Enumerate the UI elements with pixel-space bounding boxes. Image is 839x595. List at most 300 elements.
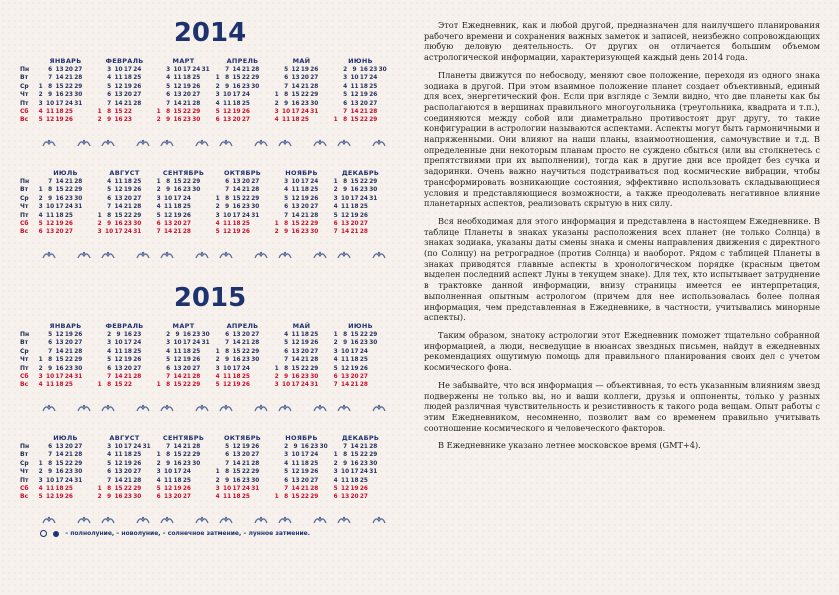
day-cell: 19 <box>232 229 241 236</box>
day-cell: 28 <box>133 204 142 211</box>
day-cell: 19 <box>173 485 182 492</box>
day-cell: 13 <box>114 365 123 372</box>
day-cell <box>95 100 104 108</box>
day-cell: 6 <box>166 365 171 372</box>
day-cell: 12 <box>291 195 300 202</box>
zodiac-sign-icon <box>160 403 174 413</box>
day-cell: 14 <box>232 187 241 194</box>
day-cell: 11 <box>114 179 123 185</box>
day-cell: 30 <box>251 83 260 90</box>
day-cell: 11 <box>223 220 232 227</box>
day-cell: 17 <box>350 348 359 355</box>
day-cell: 24 <box>241 485 250 492</box>
day-cell: 5 <box>284 67 289 73</box>
day-cell: 4 <box>215 100 220 107</box>
day-cell <box>83 477 92 485</box>
day-cell: 23 <box>64 469 73 476</box>
day-cell: 19 <box>300 469 309 476</box>
day-cell: 11 <box>46 212 55 219</box>
weekday-label: Чт <box>20 356 29 364</box>
day-cell: 13 <box>114 195 123 202</box>
day-cell: 27 <box>133 365 142 372</box>
day-cell: 26 <box>133 83 142 90</box>
month-block <box>213 168 272 256</box>
day-cell: 6 <box>284 348 289 355</box>
day-cell <box>310 116 319 124</box>
day-cell: 19 <box>123 83 132 90</box>
day-cell: 14 <box>341 229 350 236</box>
month-grid <box>95 443 154 502</box>
day-cell: 5 <box>107 83 112 90</box>
day-cell: 13 <box>341 494 350 501</box>
day-cell <box>378 493 387 501</box>
day-cell: 3 <box>343 75 348 82</box>
day-cell: 13 <box>173 92 182 99</box>
day-cell: 2 <box>215 477 220 484</box>
day-cell: 28 <box>192 100 201 107</box>
day-cell <box>378 365 387 373</box>
day-cell: 8 <box>284 494 289 501</box>
day-cell: 24 <box>182 469 191 476</box>
day-cell: 26 <box>359 212 368 219</box>
day-cell: 26 <box>310 67 319 73</box>
day-cell <box>83 74 92 82</box>
day-cell: 17 <box>291 108 300 115</box>
intro-text <box>424 20 820 580</box>
month-name: АВГУСТ <box>109 434 140 442</box>
day-cell <box>83 195 92 203</box>
zodiac-sign-icon <box>219 138 233 148</box>
day-cell <box>260 493 269 501</box>
day-cell <box>142 348 151 356</box>
zodiac-sign-icon <box>313 403 327 413</box>
day-cell: 16 <box>123 332 132 338</box>
day-cell: 10 <box>282 108 291 115</box>
day-cell <box>319 493 328 501</box>
day-cell: 25 <box>133 348 142 355</box>
day-cell: 16 <box>350 460 359 467</box>
day-cell: 26 <box>359 365 368 372</box>
day-cell: 25 <box>192 75 201 82</box>
day-cell: 7 <box>343 444 348 450</box>
day-cell <box>272 348 281 356</box>
month-name: ДЕКАБРЬ <box>341 169 380 177</box>
day-cell: 27 <box>310 75 319 82</box>
zodiac-sign-icon <box>136 403 150 413</box>
day-cell: 8 <box>284 220 289 227</box>
day-cell: 28 <box>369 108 378 115</box>
day-cell: 13 <box>232 452 241 459</box>
day-cell: 13 <box>55 67 64 73</box>
day-cell <box>142 100 151 108</box>
day-cell: 9 <box>48 195 53 202</box>
day-cell: 27 <box>192 92 201 99</box>
day-cell: 3 <box>166 340 171 347</box>
day-cell: 9 <box>107 220 112 227</box>
day-cell: 5 <box>166 357 171 364</box>
day-cell: 2 <box>215 204 220 211</box>
day-cell: 3 <box>274 382 279 389</box>
day-cell: 15 <box>232 469 241 476</box>
day-cell: 12 <box>46 494 55 501</box>
month-name: ЯНВАРЬ <box>49 57 82 65</box>
day-cell: 9 <box>48 365 53 372</box>
day-cell: 19 <box>64 332 73 338</box>
zodiac-sign-icon <box>337 250 351 260</box>
day-cell: 22 <box>359 179 368 185</box>
day-cell: 17 <box>350 195 359 202</box>
day-cell <box>83 212 92 220</box>
day-cell: 29 <box>192 179 201 185</box>
day-cell <box>251 381 260 389</box>
day-cell: 3 <box>38 204 43 211</box>
month-name: МАЙ <box>292 57 311 65</box>
day-cell: 11 <box>341 204 350 211</box>
day-cell: 23 <box>182 460 191 467</box>
day-cell <box>154 356 163 364</box>
day-cell: 29 <box>192 382 201 389</box>
day-cell: 18 <box>350 204 359 211</box>
day-cell: 22 <box>123 108 132 115</box>
day-cell: 22 <box>300 365 309 372</box>
day-cell: 24 <box>241 365 250 372</box>
month-grid <box>272 331 331 390</box>
day-cell: 4 <box>333 204 338 211</box>
day-cell <box>201 116 210 124</box>
day-cell <box>369 493 378 501</box>
day-cell: 30 <box>74 92 83 99</box>
month-name: ИЮЛЬ <box>53 434 78 442</box>
zodiac-sign-icon <box>337 403 351 413</box>
weekday-label: Вт <box>20 186 29 194</box>
day-cell <box>260 373 269 381</box>
day-cell: 22 <box>359 452 368 459</box>
day-cell: 25 <box>300 117 309 124</box>
day-cell: 24 <box>133 340 142 347</box>
month-grid <box>95 331 154 390</box>
day-cell <box>74 228 83 236</box>
day-cell: 2 <box>156 187 161 194</box>
day-cell <box>36 339 45 347</box>
day-cell: 20 <box>300 348 309 355</box>
weekday-labels <box>20 443 36 521</box>
day-cell: 26 <box>369 92 378 99</box>
day-cell: 12 <box>55 332 64 338</box>
day-cell <box>154 74 163 82</box>
month-name: ОКТЯБРЬ <box>223 169 262 177</box>
day-cell <box>378 460 387 468</box>
day-cell <box>378 220 387 228</box>
day-cell: 14 <box>291 485 300 492</box>
day-cell: 14 <box>232 67 241 73</box>
day-cell <box>83 228 92 236</box>
day-cell: 5 <box>38 117 43 124</box>
day-cell: 25 <box>192 348 201 355</box>
month-block <box>213 321 272 409</box>
day-cell: 14 <box>291 83 300 90</box>
day-cell: 21 <box>64 452 73 459</box>
day-cell: 18 <box>350 357 359 364</box>
day-cell <box>154 91 163 99</box>
day-cell <box>201 348 210 356</box>
day-cell: 27 <box>241 117 250 124</box>
day-cell: 10 <box>173 67 182 73</box>
day-cell: 26 <box>241 229 250 236</box>
day-cell: 29 <box>133 212 142 219</box>
day-cell: 10 <box>114 444 123 450</box>
day-cell: 7 <box>107 100 112 107</box>
day-cell: 14 <box>232 340 241 347</box>
day-cell: 12 <box>232 444 241 450</box>
day-cell <box>319 365 328 373</box>
day-cell: 8 <box>48 187 53 194</box>
day-cell: 16 <box>173 460 182 467</box>
day-cell <box>378 228 387 236</box>
day-cell <box>251 365 260 373</box>
day-cell: 20 <box>350 373 359 380</box>
day-cell <box>213 331 222 339</box>
day-cell: 4 <box>215 494 220 501</box>
day-cell: 24 <box>182 195 191 202</box>
day-cell: 30 <box>192 117 201 124</box>
day-cell: 13 <box>341 373 350 380</box>
day-cell: 15 <box>291 365 300 372</box>
day-cell: 30 <box>310 229 319 236</box>
day-cell <box>319 477 328 485</box>
day-cell <box>319 220 328 228</box>
day-cell <box>201 91 210 99</box>
day-cell: 22 <box>300 220 309 227</box>
zodiac-sign-icon <box>42 250 56 260</box>
day-cell <box>378 116 387 124</box>
weekday-label: Ср <box>20 347 29 355</box>
day-cell <box>154 100 163 108</box>
day-cell: 6 <box>215 117 220 124</box>
day-cell: 26 <box>359 485 368 492</box>
day-cell: 19 <box>359 92 368 99</box>
day-cell <box>378 331 387 339</box>
day-cell: 28 <box>369 444 378 450</box>
month-name: НОЯБРЬ <box>285 169 318 177</box>
month-name: ФЕВРАЛЬ <box>105 57 144 65</box>
day-cell <box>251 91 260 99</box>
day-cell: 16 <box>232 204 241 211</box>
day-cell: 25 <box>133 75 142 82</box>
day-cell: 4 <box>166 75 171 82</box>
day-cell: 5 <box>156 212 161 219</box>
day-cell: 2 <box>333 460 338 467</box>
month-name: ДЕКАБРЬ <box>341 434 380 442</box>
day-cell: 15 <box>114 212 123 219</box>
zodiac-sign-icon <box>254 515 268 525</box>
day-cell: 8 <box>48 83 53 90</box>
day-cell: 7 <box>48 348 53 355</box>
day-cell <box>251 493 260 501</box>
day-cell: 22 <box>241 348 250 355</box>
day-cell: 2 <box>38 469 43 476</box>
day-cell: 29 <box>369 452 378 459</box>
day-cell: 25 <box>64 485 73 492</box>
day-cell: 5 <box>38 220 43 227</box>
day-cell <box>260 220 269 228</box>
day-cell: 25 <box>64 108 73 115</box>
day-cell: 14 <box>232 460 241 467</box>
day-cell: 19 <box>232 108 241 115</box>
zodiac-sign-icon <box>372 138 386 148</box>
day-cell <box>251 373 260 381</box>
day-cell <box>36 451 45 459</box>
day-cell: 12 <box>114 187 123 194</box>
day-cell <box>83 220 92 228</box>
day-cell: 18 <box>123 75 132 82</box>
day-cell: 5 <box>215 382 220 389</box>
day-cell: 22 <box>123 485 132 492</box>
day-cell: 9 <box>225 477 230 484</box>
day-cell <box>260 74 269 82</box>
day-cell <box>260 477 269 485</box>
day-cell: 21 <box>123 373 132 380</box>
day-cell: 4 <box>156 204 161 211</box>
day-cell: 7 <box>166 444 171 450</box>
day-cell: 16 <box>291 373 300 380</box>
day-cell <box>83 203 92 211</box>
day-cell: 11 <box>282 117 291 124</box>
day-cell: 9 <box>166 187 171 194</box>
day-cell: 21 <box>359 108 368 115</box>
day-cell: 21 <box>64 75 73 82</box>
day-cell: 10 <box>46 373 55 380</box>
month-block <box>331 56 390 144</box>
day-cell: 26 <box>182 485 191 492</box>
day-cell: 26 <box>64 117 73 124</box>
day-cell: 12 <box>173 357 182 364</box>
day-cell: 20 <box>173 220 182 227</box>
day-cell: 9 <box>352 67 357 73</box>
day-cell <box>192 485 201 493</box>
day-cell: 23 <box>300 100 309 107</box>
day-cell: 19 <box>241 444 250 450</box>
day-cell: 1 <box>38 83 43 90</box>
day-cell: 17 <box>55 477 64 484</box>
day-cell <box>201 228 210 236</box>
day-cell: 9 <box>284 229 289 236</box>
day-cell <box>260 186 269 194</box>
day-cell: 27 <box>74 67 83 73</box>
day-cell: 20 <box>123 92 132 99</box>
day-cell: 24 <box>359 469 368 476</box>
day-cell: 16 <box>114 220 123 227</box>
day-cell: 2 <box>284 444 289 450</box>
weekday-labels <box>20 178 36 256</box>
day-cell: 7 <box>225 187 230 194</box>
day-cell: 22 <box>241 195 250 202</box>
day-cell: 16 <box>55 365 64 372</box>
day-cell <box>272 331 281 339</box>
month-block <box>36 168 95 256</box>
day-cell: 30 <box>74 195 83 202</box>
day-cell <box>260 228 269 236</box>
day-cell: 1 <box>215 469 220 476</box>
day-cell: 20 <box>241 452 250 459</box>
day-cell <box>369 348 378 356</box>
month-block <box>36 56 95 144</box>
day-cell: 23 <box>64 92 73 99</box>
day-cell: 16 <box>55 92 64 99</box>
day-cell <box>95 365 104 373</box>
day-cell <box>378 477 387 485</box>
day-cell: 24 <box>64 204 73 211</box>
day-cell <box>260 443 269 451</box>
day-cell: 12 <box>350 92 359 99</box>
day-cell <box>36 66 45 74</box>
day-cell: 13 <box>55 340 64 347</box>
day-cell <box>319 203 328 211</box>
day-cell <box>95 460 104 468</box>
day-cell <box>260 356 269 364</box>
day-cell <box>95 186 104 194</box>
day-cell: 1 <box>38 357 43 364</box>
day-cell: 30 <box>369 187 378 194</box>
paragraph: Вся необходимая для этого информация и представлена в настоящем Ежедневнике. В таблице Планеты в знаках указаны расположения всех планет (не только Солнца) в знаках зодиака, указаны даты смены знака и смены направления движения с директного (по Солнцу) на ретроградное (против Солнца) и наоборот. Рядом с таблицей Планеты в знаках приводятся главные аспекты в хронологическом порядке (красным цветом выделен последний аспект Луны в текущем знаке). Для тех, кто испытывает затруднение в трактовке данной информации, внизу страницы имеется ее интерпретация, выполненная опытным астрологом (причем для нее использовалась более полная информация, чем представленная в Ежедневнике, в частности, учитывались минорные аспекты). <box>424 215 820 323</box>
day-cell: 6 <box>284 477 289 484</box>
day-cell: 13 <box>232 332 241 338</box>
day-cell <box>201 485 210 493</box>
month-block <box>95 321 154 409</box>
day-cell: 28 <box>133 100 142 107</box>
day-cell: 5 <box>156 485 161 492</box>
day-cell: 2 <box>107 332 112 338</box>
day-cell: 4 <box>107 179 112 185</box>
day-cell: 29 <box>310 365 319 372</box>
weekday-label: Пн <box>20 66 30 73</box>
day-cell: 9 <box>166 117 171 124</box>
day-cell: 19 <box>350 212 359 219</box>
day-cell: 26 <box>251 444 260 450</box>
paragraph: В Ежедневнике указано летнее московское время (GMT+4). <box>438 440 701 451</box>
day-cell: 31 <box>133 229 142 236</box>
day-cell: 17 <box>173 195 182 202</box>
day-cell <box>142 228 151 236</box>
day-cell: 11 <box>341 477 350 484</box>
day-cell: 25 <box>310 460 319 467</box>
day-cell <box>260 212 269 220</box>
day-cell: 25 <box>64 382 73 389</box>
day-cell <box>319 373 328 381</box>
day-cell: 2 <box>274 100 279 107</box>
day-cell: 23 <box>64 365 73 372</box>
weekday-label: Чт <box>20 468 29 476</box>
day-cell: 28 <box>182 229 191 236</box>
day-cell <box>213 339 222 347</box>
day-cell <box>142 178 151 186</box>
day-cell: 31 <box>310 382 319 389</box>
day-cell: 25 <box>241 494 250 501</box>
day-cell <box>378 186 387 194</box>
month-row <box>20 433 390 521</box>
day-cell: 4 <box>284 460 289 467</box>
month-block <box>331 433 390 521</box>
day-cell: 15 <box>173 382 182 389</box>
day-cell: 17 <box>359 75 368 82</box>
day-cell <box>319 451 328 459</box>
day-cell: 10 <box>105 229 114 236</box>
day-cell <box>378 348 387 356</box>
day-cell: 1 <box>156 382 161 389</box>
day-cell: 18 <box>173 477 182 484</box>
day-cell: 8 <box>48 357 53 364</box>
zodiac-sign-icon <box>337 138 351 148</box>
weekday-label: Сб <box>20 372 29 380</box>
